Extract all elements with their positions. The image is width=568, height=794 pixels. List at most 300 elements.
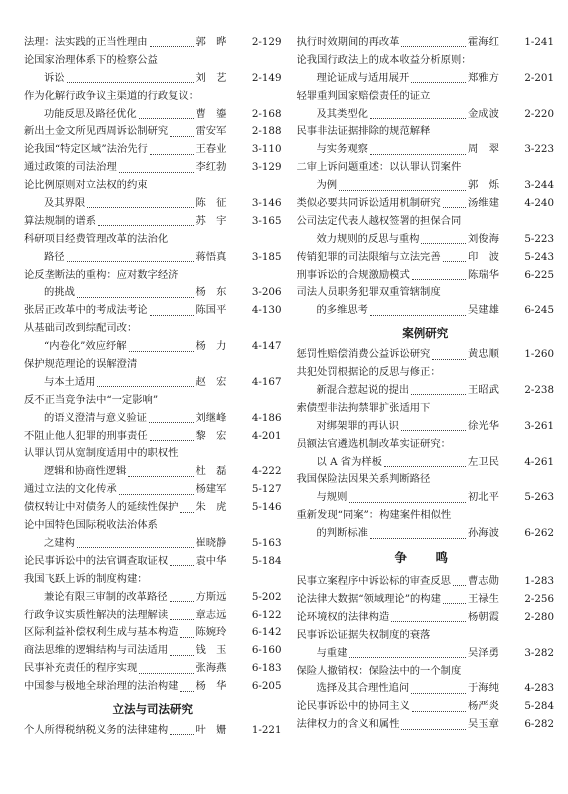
entry-page-ref: 3-261 bbox=[524, 419, 554, 432]
toc-entry bbox=[24, 159, 282, 177]
entry-title: 法理：法实践的正当性理由 bbox=[24, 36, 148, 48]
entry-title: 民事非法证据排除的规范解释 bbox=[296, 125, 431, 138]
toc-entry bbox=[297, 454, 555, 472]
entry-page-ref: 3-185 bbox=[251, 250, 282, 263]
entry-title: 算法规制的谱系 bbox=[24, 214, 97, 227]
entry-page-ref: 4-283 bbox=[524, 682, 554, 695]
toc-entry bbox=[24, 52, 282, 70]
entry-title: 索债型非法拘禁罪扩张适用下 bbox=[296, 401, 431, 414]
dot-leader bbox=[349, 500, 466, 503]
toc-entry bbox=[24, 302, 282, 320]
entry-title: 员额法官遴选机制改革实证研究： bbox=[296, 437, 451, 450]
entry-author: 陈瑞华 bbox=[468, 268, 499, 281]
dot-leader bbox=[370, 536, 466, 539]
dot-leader bbox=[370, 152, 466, 155]
entry-page-ref: 4-167 bbox=[251, 375, 282, 388]
entry-title: 对绑架罪的再认识 bbox=[316, 419, 399, 432]
entry-title: 公司法定代表人越权签署的担保合同 bbox=[296, 214, 462, 227]
entry-title: 刑事诉讼的合规激励模式 bbox=[296, 268, 410, 281]
entry-author: 孙海波 bbox=[468, 527, 499, 540]
entry-author: 杨 东 bbox=[195, 286, 227, 299]
entry-title: 债权转让中对债务人的延续性保护 bbox=[24, 501, 179, 514]
toc-entry bbox=[297, 284, 555, 302]
toc-entry bbox=[24, 231, 282, 249]
entry-author: 杨 力 bbox=[195, 340, 227, 353]
dot-leader bbox=[411, 80, 466, 83]
dot-leader bbox=[432, 357, 466, 360]
entry-title: 科研项目经费管理改革的法治化 bbox=[24, 232, 169, 245]
entry-page-ref: 1-260 bbox=[524, 348, 554, 361]
toc-entry bbox=[297, 525, 555, 543]
left-column bbox=[24, 34, 282, 794]
entry-author: 吴建雄 bbox=[468, 304, 499, 317]
entry-title: 我国飞跃上诉的制度构建： bbox=[24, 572, 148, 585]
entry-author: 王昭武 bbox=[468, 384, 499, 397]
entry-title: 传销犯罪的司法限缩与立法完善 bbox=[296, 250, 441, 263]
entry-page-ref: 6-142 bbox=[251, 626, 282, 639]
entry-page-ref: 4-222 bbox=[251, 465, 282, 478]
entry-page-ref: 2-256 bbox=[524, 592, 554, 605]
dot-leader bbox=[443, 205, 466, 208]
toc-entry bbox=[297, 267, 555, 285]
toc-entry bbox=[297, 364, 555, 382]
toc-entry bbox=[297, 716, 555, 734]
toc-entry bbox=[297, 195, 555, 213]
entry-page-ref: 6-160 bbox=[251, 644, 282, 657]
entry-page-ref: 5-146 bbox=[251, 501, 282, 514]
entry-title: 我国保险法因果关系判断路径 bbox=[296, 473, 431, 486]
entry-author: 黄忠顺 bbox=[468, 348, 499, 361]
entry-author: 杜 磊 bbox=[195, 465, 227, 478]
entry-author: 印 波 bbox=[468, 250, 499, 263]
entry-author: 郭 晔 bbox=[195, 36, 227, 48]
entry-title: 功能反思及路径优化 bbox=[44, 107, 137, 120]
entry-author: 钱 玉 bbox=[195, 644, 227, 657]
entry-title: 惩罚性赔偿消费公益诉讼研究 bbox=[296, 348, 431, 361]
dot-leader bbox=[139, 116, 194, 119]
toc-entry bbox=[24, 428, 282, 446]
entry-title: 与规则 bbox=[316, 491, 348, 504]
section-heading: 案例研究 bbox=[402, 326, 449, 341]
entry-author: 郭 烁 bbox=[468, 179, 499, 192]
toc-entry bbox=[24, 553, 282, 571]
entry-title: 与重建 bbox=[316, 646, 348, 659]
entry-title: 的多维思考 bbox=[316, 304, 368, 317]
entry-page-ref: 3-223 bbox=[524, 143, 554, 156]
entry-title: 保险人撤销权：保险法中的一个制度 bbox=[296, 664, 462, 677]
entry-title: 保护规范理论的误解澄清 bbox=[24, 358, 138, 371]
toc-entry bbox=[24, 589, 282, 607]
entry-title: 论国家治理体系下的检察公益 bbox=[24, 53, 158, 66]
entry-title: 效力规则的反思与重构 bbox=[316, 232, 420, 245]
dot-leader bbox=[150, 438, 194, 441]
entry-title: 的挑战 bbox=[44, 286, 75, 299]
entry-page-ref: 4-261 bbox=[524, 455, 554, 468]
toc-entry bbox=[297, 231, 555, 249]
entry-page-ref: 3-165 bbox=[251, 214, 282, 227]
entry-page-ref: 3-244 bbox=[524, 179, 554, 192]
toc-entry bbox=[297, 591, 555, 609]
entry-page-ref: 1-221 bbox=[251, 723, 282, 736]
entry-author: 汤维建 bbox=[468, 197, 499, 210]
entry-author: 陈国平 bbox=[195, 304, 227, 317]
entry-author: 袁中华 bbox=[195, 554, 227, 567]
dot-leader bbox=[119, 170, 194, 173]
entry-title: 重新发现“同案”：构建案件相似性 bbox=[296, 509, 452, 522]
toc-entry bbox=[297, 346, 555, 364]
entry-title: 论中国特色国际税收法治体系 bbox=[24, 519, 158, 532]
dot-leader bbox=[97, 384, 193, 387]
entry-author: 叶 姗 bbox=[195, 723, 227, 736]
entry-author: 李红勃 bbox=[195, 161, 227, 174]
entry-author: 蒋悟真 bbox=[195, 250, 227, 263]
entry-title: 共犯处罚根据论的反思与修正： bbox=[296, 366, 441, 379]
entry-page-ref: 4-201 bbox=[251, 429, 282, 442]
entry-page-ref: 2-238 bbox=[524, 384, 554, 397]
entry-page-ref: 4-186 bbox=[251, 411, 282, 424]
dot-leader bbox=[77, 545, 194, 548]
dot-leader bbox=[411, 392, 466, 395]
toc-entry bbox=[297, 507, 555, 525]
toc-entry bbox=[297, 106, 555, 124]
entry-page-ref: 5-127 bbox=[251, 483, 282, 496]
entry-title: 的语义澄清与意义验证 bbox=[44, 411, 147, 424]
right-column bbox=[297, 34, 555, 794]
entry-page-ref: 3-146 bbox=[251, 197, 282, 210]
dot-leader bbox=[401, 44, 466, 47]
dot-leader bbox=[339, 188, 466, 191]
entry-page-ref: 6-262 bbox=[524, 527, 554, 540]
toc-entry bbox=[24, 249, 282, 267]
entry-author: 方斯远 bbox=[195, 590, 227, 603]
toc-entry bbox=[24, 642, 282, 660]
toc-entry bbox=[297, 436, 555, 454]
entry-title: 认罪认罚从宽制度适用中的职权性 bbox=[24, 447, 179, 460]
toc-entry bbox=[297, 302, 555, 320]
dot-leader bbox=[412, 277, 466, 280]
entry-title: 个人所得税纳税义务的法律建构 bbox=[24, 723, 169, 736]
dot-leader bbox=[170, 134, 193, 137]
toc-entry bbox=[297, 663, 555, 681]
entry-author: 金成波 bbox=[468, 107, 499, 120]
toc-entry bbox=[297, 627, 555, 645]
entry-title: 论比例原则对立法权的约束 bbox=[24, 179, 148, 192]
entry-page-ref: 2-201 bbox=[524, 71, 554, 84]
entry-page-ref: 3-110 bbox=[251, 143, 282, 156]
dot-leader bbox=[443, 259, 466, 262]
entry-title: 民事立案程序中诉讼标的审查反思 bbox=[296, 575, 451, 588]
toc-entry bbox=[24, 660, 282, 678]
toc-entry bbox=[24, 392, 282, 410]
entry-author: 周 翠 bbox=[468, 143, 499, 156]
toc-entry bbox=[24, 320, 282, 338]
entry-title: 诉讼 bbox=[44, 71, 65, 84]
entry-title: 之建构 bbox=[44, 536, 75, 549]
toc-entry bbox=[24, 607, 282, 625]
entry-page-ref: 3-206 bbox=[251, 286, 282, 299]
toc-entry bbox=[24, 517, 282, 535]
entry-title: 论反垄断法的重构：应对数字经济 bbox=[24, 268, 179, 281]
entry-author: 初北平 bbox=[468, 491, 499, 504]
entry-author: 于海纯 bbox=[468, 682, 499, 695]
dot-leader bbox=[170, 653, 193, 656]
dot-leader bbox=[412, 709, 466, 712]
toc-entry bbox=[24, 213, 282, 231]
entry-author: 陈婉玲 bbox=[195, 626, 227, 639]
toc-entry bbox=[24, 338, 282, 356]
entry-title: 论我国“特定区域”法治先行 bbox=[24, 143, 148, 156]
toc-entry bbox=[24, 141, 282, 159]
entry-author: 张海燕 bbox=[195, 662, 227, 675]
toc-entry bbox=[297, 177, 555, 195]
entry-title: 及其界限 bbox=[44, 197, 86, 210]
entry-author: 杨建军 bbox=[195, 483, 227, 496]
toc-entry bbox=[297, 645, 555, 663]
toc-entry bbox=[24, 624, 282, 642]
toc-entry bbox=[297, 400, 555, 418]
entry-page-ref: 6-205 bbox=[251, 680, 282, 693]
dot-leader bbox=[391, 619, 466, 622]
dot-leader bbox=[349, 655, 466, 658]
entry-page-ref: 1-241 bbox=[524, 36, 554, 48]
entry-title: 中国参与极地全球治理的法治构建 bbox=[24, 680, 179, 693]
entry-page-ref: 5-263 bbox=[524, 491, 554, 504]
entry-page-ref: 6-282 bbox=[524, 718, 554, 731]
entry-page-ref: 4-130 bbox=[251, 304, 282, 317]
toc-entry bbox=[24, 34, 282, 52]
entry-author: 黎 宏 bbox=[195, 429, 227, 442]
entry-title: 以 A 省为样板 bbox=[316, 455, 382, 468]
entry-author: 徐光华 bbox=[468, 419, 499, 432]
entry-author: 吴泽勇 bbox=[468, 646, 499, 659]
entry-page-ref: 4-240 bbox=[524, 197, 554, 210]
dot-leader bbox=[150, 44, 194, 47]
toc-entry bbox=[24, 267, 282, 285]
toc-entry bbox=[297, 88, 555, 106]
entry-title: 作为化解行政争议主渠道的行政复议： bbox=[24, 89, 200, 102]
entry-page-ref: 2-188 bbox=[251, 125, 282, 138]
toc-entry bbox=[297, 141, 555, 159]
entry-page-ref: 5-223 bbox=[524, 232, 554, 245]
dot-leader bbox=[150, 313, 194, 316]
entry-title: 为例 bbox=[316, 179, 338, 192]
entry-title: 论民事诉讼中的协同主义 bbox=[296, 700, 410, 713]
dot-leader bbox=[139, 671, 193, 674]
entry-title: 论民事诉讼中的法官调查取证权 bbox=[24, 554, 169, 567]
entry-title: 兼论有限三审制的改革路径 bbox=[44, 590, 168, 603]
toc-entry bbox=[24, 195, 282, 213]
dot-leader bbox=[170, 732, 193, 735]
entry-page-ref: 1-283 bbox=[524, 575, 554, 588]
entry-title: 通过政策的司法治理 bbox=[24, 161, 117, 174]
toc-entry bbox=[24, 88, 282, 106]
entry-page-ref: 5-243 bbox=[524, 250, 554, 263]
entry-title: 从基础司改到综配司改： bbox=[24, 322, 138, 335]
toc-entry bbox=[297, 573, 555, 591]
entry-title: 执行时效期间的再改革 bbox=[296, 36, 400, 48]
toc-entry bbox=[24, 356, 282, 374]
entry-author: 刘 艺 bbox=[195, 71, 227, 84]
entry-author: 刘继峰 bbox=[195, 411, 227, 424]
dot-leader bbox=[170, 563, 193, 566]
dot-leader bbox=[370, 116, 466, 119]
toc-entry bbox=[24, 374, 282, 392]
entry-title: 法律权力的含义和属性 bbox=[296, 718, 400, 731]
entry-author: 郑雅方 bbox=[468, 71, 499, 84]
toc-entry bbox=[24, 410, 282, 428]
entry-title: 不阻止他人犯罪的刑事责任 bbox=[24, 429, 148, 442]
entry-page-ref: 2-220 bbox=[524, 107, 554, 120]
entry-author: 杨朝霞 bbox=[468, 610, 499, 623]
toc-entry bbox=[297, 418, 555, 436]
toc-entry bbox=[24, 177, 282, 195]
entry-title: “内卷化”效应纾解 bbox=[44, 340, 127, 353]
entry-page-ref: 3-282 bbox=[524, 646, 554, 659]
dot-leader bbox=[453, 583, 466, 586]
entry-title: 与本土适用 bbox=[44, 375, 96, 388]
toc-entry bbox=[24, 722, 282, 740]
entry-author: 雷安军 bbox=[195, 125, 227, 138]
dot-leader bbox=[170, 599, 194, 602]
entry-title: 的判断标准 bbox=[316, 527, 368, 540]
toc-entry bbox=[297, 213, 555, 231]
entry-author: 杨严炎 bbox=[468, 700, 499, 713]
entry-title: 张居正改革中的考成法考论 bbox=[24, 304, 148, 317]
entry-page-ref: 4-147 bbox=[251, 340, 282, 353]
toc-entry bbox=[297, 698, 555, 716]
toc-entry bbox=[297, 680, 555, 698]
entry-author: 杨 华 bbox=[195, 680, 227, 693]
toc-entry bbox=[24, 678, 282, 696]
toc-entry bbox=[297, 471, 555, 489]
toc-entry bbox=[297, 52, 555, 70]
toc-entry bbox=[24, 70, 282, 88]
entry-page-ref: 6-245 bbox=[524, 304, 554, 317]
entry-title: 逻辑和协商性逻辑 bbox=[44, 465, 127, 478]
entry-title: 论我国行政法上的成本收益分析原则： bbox=[296, 53, 472, 66]
toc-entry bbox=[24, 445, 282, 463]
entry-author: 赵 宏 bbox=[195, 375, 227, 388]
dot-leader bbox=[67, 259, 194, 262]
entry-page-ref: 5-184 bbox=[251, 554, 282, 567]
entry-page-ref: 2-280 bbox=[524, 610, 554, 623]
entry-page-ref: 5-202 bbox=[251, 590, 282, 603]
entry-page-ref: 6-122 bbox=[251, 608, 282, 621]
dot-leader bbox=[98, 223, 193, 226]
entry-author: 崔晓静 bbox=[195, 536, 227, 549]
entry-author: 曹志勋 bbox=[468, 575, 499, 588]
entry-title: 行政争议实质性解决的法理解读 bbox=[24, 608, 169, 621]
section-heading: 立法与司法研究 bbox=[112, 701, 193, 716]
entry-title: 类似必要共同诉讼适用机制研究 bbox=[296, 197, 441, 210]
entry-title: 论法律大数据“领域理论”的构建 bbox=[296, 592, 441, 605]
toc-entry bbox=[297, 123, 555, 141]
entry-title: 民事补充责任的程序实现 bbox=[24, 662, 138, 675]
dot-leader bbox=[150, 152, 194, 155]
entry-title: 民事诉讼证据失权制度的衰落 bbox=[296, 628, 431, 641]
toc-entry bbox=[24, 535, 282, 553]
toc-entry bbox=[24, 571, 282, 589]
entry-title: 商法思维的逻辑结构与司法适用 bbox=[24, 644, 169, 657]
dot-leader bbox=[401, 727, 466, 730]
toc-entry bbox=[297, 159, 555, 177]
entry-page-ref: 2-168 bbox=[251, 107, 282, 120]
entry-page-ref: 2-129 bbox=[251, 36, 282, 48]
entry-author: 吴玉章 bbox=[468, 718, 499, 731]
entry-title: 选择及其合理性追问 bbox=[316, 682, 410, 695]
entry-page-ref: 5-163 bbox=[251, 536, 282, 549]
toc-entry bbox=[297, 382, 555, 400]
entry-page-ref: 6-225 bbox=[524, 268, 554, 281]
dot-leader bbox=[149, 420, 194, 423]
entry-author: 王春业 bbox=[195, 143, 227, 156]
entry-title: 通过立法的文化传承 bbox=[24, 483, 117, 496]
dot-leader bbox=[77, 295, 194, 298]
dot-leader bbox=[180, 689, 193, 692]
entry-title: 新混合惹起说的提出 bbox=[316, 384, 410, 397]
entry-author: 曹 鎏 bbox=[195, 107, 227, 120]
toc-entry bbox=[297, 70, 555, 88]
toc-entry bbox=[24, 481, 282, 499]
dot-leader bbox=[411, 691, 466, 694]
dot-leader bbox=[401, 428, 466, 431]
entry-title: 理论证成与适用展开 bbox=[316, 71, 410, 84]
dot-leader bbox=[119, 492, 194, 495]
entry-author: 陈 征 bbox=[195, 197, 227, 210]
entry-author: 章志远 bbox=[195, 608, 227, 621]
entry-page-ref: 3-129 bbox=[251, 161, 282, 174]
toc-entry bbox=[297, 249, 555, 267]
dot-leader bbox=[370, 313, 466, 316]
toc-entry bbox=[24, 106, 282, 124]
entry-page-ref: 2-149 bbox=[251, 71, 282, 84]
toc-entry bbox=[24, 499, 282, 517]
section-heading: 争 鸣 bbox=[394, 550, 456, 566]
toc-entry bbox=[297, 609, 555, 627]
entry-title: 区际利益补偿权利生成与基本构造 bbox=[24, 626, 179, 639]
dot-leader bbox=[180, 510, 193, 513]
dot-leader bbox=[129, 349, 194, 352]
dot-leader bbox=[170, 617, 193, 620]
dot-leader bbox=[128, 474, 193, 477]
entry-title: 反不正当竞争法中“一定影响” bbox=[24, 393, 159, 406]
entry-author: 霍海红 bbox=[468, 36, 499, 48]
entry-author: 王禄生 bbox=[468, 592, 499, 605]
entry-author: 左卫民 bbox=[468, 455, 499, 468]
dot-leader bbox=[421, 241, 466, 244]
entry-title: 及其类型化 bbox=[316, 107, 368, 120]
entry-title: 论环境权的法律构造 bbox=[296, 610, 390, 623]
dot-leader bbox=[67, 80, 194, 83]
toc-entry bbox=[24, 284, 282, 302]
dot-leader bbox=[87, 205, 193, 208]
entry-author: 刘俊海 bbox=[468, 232, 499, 245]
entry-page-ref: 6-183 bbox=[251, 662, 282, 675]
toc-entry bbox=[24, 463, 282, 481]
entry-title: 路径 bbox=[44, 250, 65, 263]
entry-author: 朱 虎 bbox=[195, 501, 227, 514]
entry-page-ref: 5-284 bbox=[524, 700, 554, 713]
toc-entry bbox=[297, 489, 555, 507]
entry-author: 苏 宇 bbox=[195, 214, 227, 227]
dot-leader bbox=[384, 464, 466, 467]
entry-title: 司法人员职务犯罪双重管辖制度 bbox=[296, 286, 441, 299]
entry-title: 新出土金文所见西周诉讼制研究 bbox=[24, 125, 169, 138]
dot-leader bbox=[180, 635, 193, 638]
toc-entry bbox=[24, 123, 282, 141]
toc-entry bbox=[297, 34, 555, 52]
entry-title: 与实务观察 bbox=[316, 143, 368, 156]
